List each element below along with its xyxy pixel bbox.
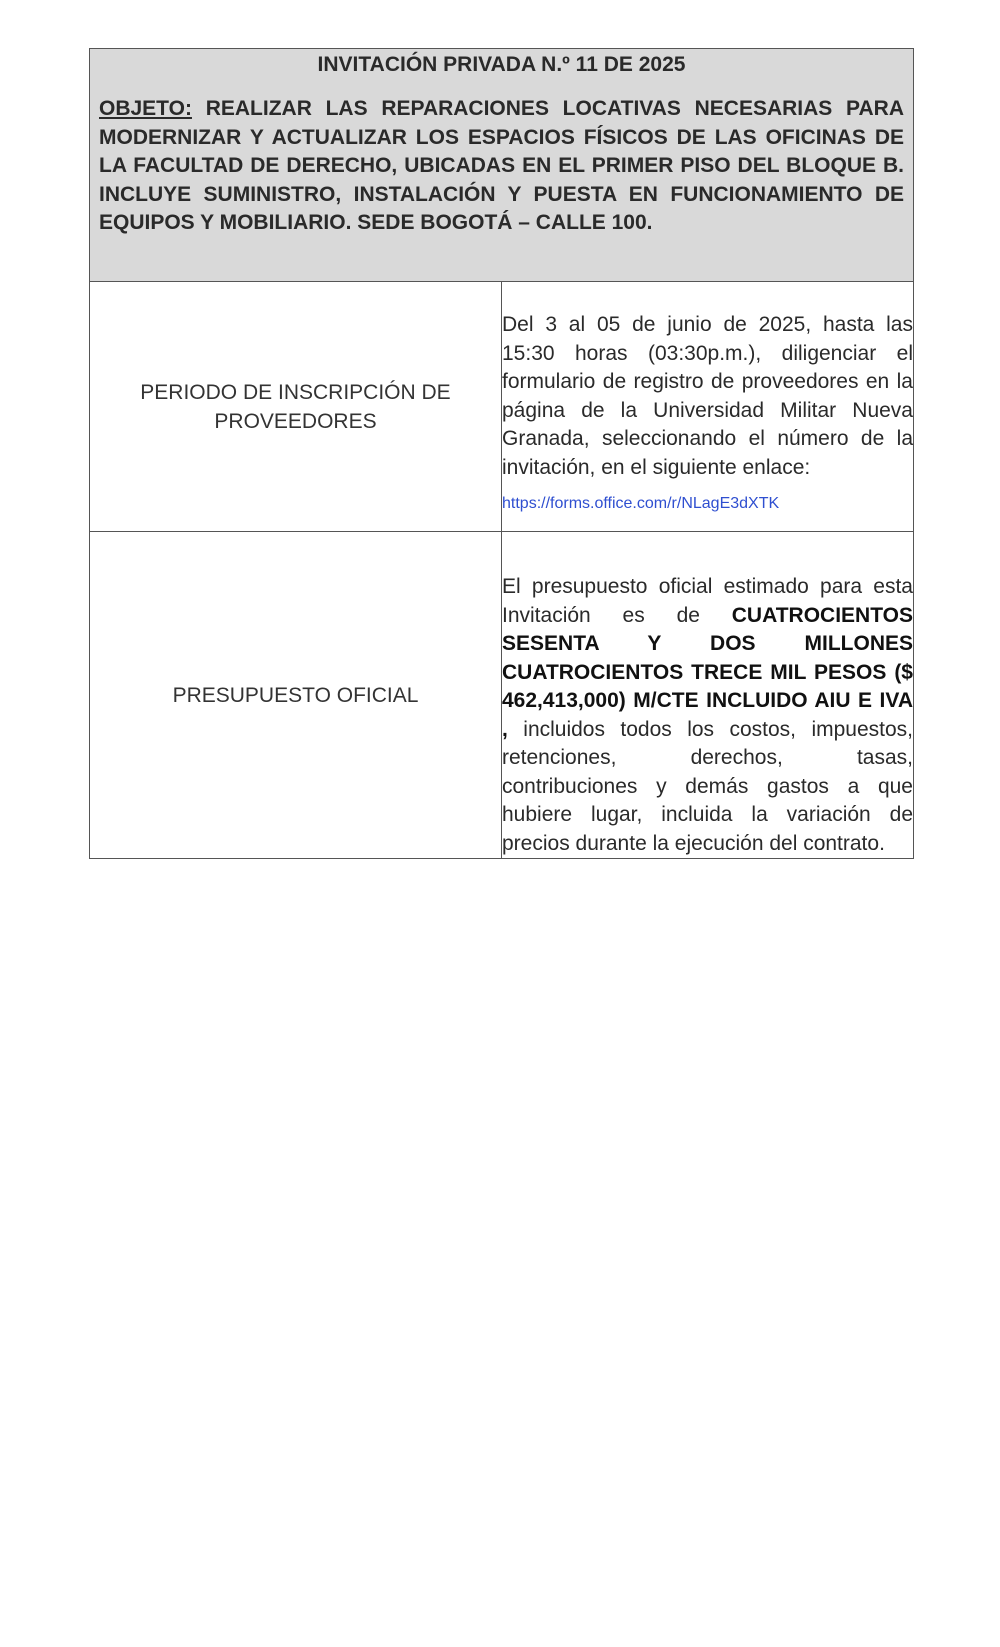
objeto-paragraph — [99, 95, 904, 238]
budget-rest: incluidos todos los costos, impuestos, retenciones, derechos, tasas, contribuciones y demás gastos a que hubiere lugar, incluida la variación de precios durante la ejecución del contrato. — [502, 717, 913, 855]
period-text: Del 3 al 05 de junio de 2025, hasta las 15:30 horas (03:30p.m.), diligenciar el formulario de registro de proveedores en la página de la Universidad Militar Nueva Granada, seleccionando el número de la invitación, en el siguiente enlace: — [502, 313, 913, 479]
header-cell — [90, 49, 914, 282]
invitation-table — [89, 48, 914, 859]
budget-amount: CUATROCIENTOS SESENTA Y DOS MILLONES CUATROCIENTOS TRECE MIL PESOS ($ 462,413,000) M/CTE INCLUIDO AIU E IVA , — [502, 603, 913, 741]
objeto-text: REALIZAR LAS REPARACIONES LOCATIVAS NECESARIAS PARA MODERNIZAR Y ACTUALIZAR LOS ESPACIOS FÍSICOS DE LAS OFICINAS DE LA FACULTAD DE DERECHO, UBICADAS EN EL PRIMER PISO DEL BLOQUE B. INCLUYE SUMINISTRO, INSTALACIÓN Y PUESTA EN FUNCIONAMIENTO DE EQUIPOS Y MOBILIARIO. SEDE BOGOTÁ – CALLE 100. — [99, 97, 904, 234]
period-content — [502, 282, 914, 532]
period-label: PERIODO DE INSCRIPCIÓN DE PROVEEDORES — [90, 282, 502, 532]
header-row — [90, 49, 914, 282]
registration-link[interactable]: https://forms.office.com/r/NLagE3dXTK — [502, 495, 780, 512]
budget-intro: El presupuesto oficial estimado para esta Invitación es de — [502, 575, 913, 627]
budget-paragraph — [502, 573, 913, 858]
budget-content — [502, 532, 914, 859]
budget-row — [90, 532, 914, 859]
objeto-label: OBJETO: — [99, 97, 192, 120]
budget-label: PRESUPUESTO OFICIAL — [90, 532, 502, 859]
invitation-title: INVITACIÓN PRIVADA N.º 11 DE 2025 — [317, 53, 686, 76]
period-row — [90, 282, 914, 532]
